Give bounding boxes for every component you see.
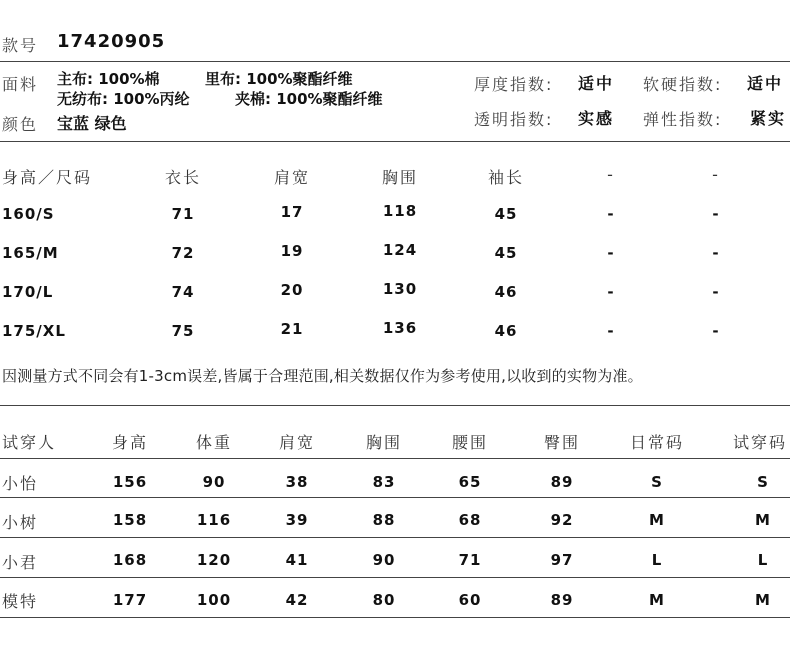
size-row-label: 170/L [2, 283, 54, 301]
style-number-label: 款号 [2, 36, 39, 55]
size-cell: 45 [494, 244, 518, 262]
model-cell: 80 [372, 591, 396, 609]
size-header-extra-2: - [712, 165, 720, 184]
model-cell: L [757, 551, 769, 569]
model-header-shoulder: 肩宽 [278, 433, 316, 452]
size-cell: 74 [171, 283, 195, 301]
model-cell: M [649, 511, 665, 529]
model-cell: S [651, 473, 663, 491]
model-header-wearer: 试穿人 [2, 433, 57, 452]
model-cell: 89 [550, 473, 574, 491]
size-cell: 46 [494, 322, 518, 340]
colors: 宝蓝 绿色 [57, 114, 127, 133]
model-row-divider [0, 458, 790, 459]
size-cell: - [712, 322, 720, 340]
model-cell: 60 [458, 591, 482, 609]
size-cell: 20 [280, 281, 304, 299]
transparency-value: 实感 [578, 109, 615, 128]
model-cell: 92 [550, 511, 574, 529]
size-cell: 118 [382, 202, 418, 220]
size-row-label: 175/XL [2, 322, 66, 340]
model-row-divider [0, 537, 790, 538]
model-header-try-size: 试穿码 [732, 433, 788, 452]
model-header-daily-size: 日常码 [629, 433, 685, 452]
elasticity-value: 紧实 [750, 109, 787, 128]
model-cell: L [651, 551, 663, 569]
fabric-lining: 里布: 100%聚酯纤维 [205, 70, 353, 88]
size-cell: 17 [280, 203, 304, 221]
size-header-extra-1: - [607, 165, 615, 184]
style-number: 17420905 [57, 31, 166, 52]
fabric-main: 主布: 100%棉 [57, 70, 160, 88]
size-cell: 19 [280, 242, 304, 260]
model-cell: M [649, 591, 665, 609]
size-cell: - [607, 322, 615, 340]
model-row-divider [0, 577, 790, 578]
model-cell: 168 [112, 551, 148, 569]
model-header-chest: 胸围 [365, 433, 403, 452]
size-cell: - [607, 205, 615, 223]
model-header-hip: 臀围 [543, 433, 581, 452]
model-cell: 89 [550, 591, 574, 609]
softness-value: 适中 [747, 74, 784, 93]
model-cell: 88 [372, 511, 396, 529]
model-cell: S [757, 473, 769, 491]
size-cell: - [712, 244, 720, 262]
fabric-nonwoven: 无纺布: 100%丙纶 [57, 90, 190, 108]
fabric-padding: 夹棉: 100%聚酯纤维 [235, 90, 383, 108]
model-cell: 83 [372, 473, 396, 491]
thickness-label: 厚度指数: [474, 75, 554, 94]
model-cell: M [755, 511, 771, 529]
size-header-height-size: 身高／尺码 [2, 168, 93, 187]
model-header-height: 身高 [111, 433, 149, 452]
size-cell: 124 [382, 241, 418, 259]
model-cell: 38 [285, 473, 309, 491]
size-header-chest: 胸围 [381, 168, 419, 187]
size-header-shoulder: 肩宽 [273, 168, 311, 187]
size-header-sleeve: 袖长 [487, 168, 525, 187]
model-cell: 177 [112, 591, 148, 609]
size-cell: 130 [382, 280, 418, 298]
model-cell: 39 [285, 511, 309, 529]
model-cell: 65 [458, 473, 482, 491]
size-cell: - [607, 244, 615, 262]
model-cell: 120 [196, 551, 232, 569]
model-row-name: 小怡 [2, 474, 39, 493]
size-cell: 75 [171, 322, 195, 340]
model-cell: 71 [458, 551, 482, 569]
softness-label: 软硬指数: [643, 75, 723, 94]
size-cell: - [607, 283, 615, 301]
size-cell: - [712, 283, 720, 301]
size-header-length: 衣长 [164, 168, 202, 187]
model-cell: 100 [196, 591, 232, 609]
measurement-note: 因测量方式不同会有1-3cm误差,皆属于合理范围,相关数据仅作为参考使用,以收到的实物为准。 [2, 367, 643, 385]
divider-header-bottom [0, 141, 790, 142]
size-cell: 71 [171, 205, 195, 223]
divider-top [0, 61, 790, 62]
fabric-label: 面料 [2, 75, 39, 94]
elasticity-label: 弹性指数: [643, 110, 723, 129]
model-row-name: 小君 [2, 553, 39, 572]
thickness-value: 适中 [578, 74, 615, 93]
model-row-divider [0, 617, 790, 618]
size-row-label: 165/M [2, 244, 59, 262]
color-label: 颜色 [2, 115, 39, 134]
model-cell: 158 [112, 511, 148, 529]
model-header-weight: 体重 [195, 433, 233, 452]
model-cell: 116 [196, 511, 232, 529]
transparency-label: 透明指数: [474, 110, 554, 129]
model-cell: 90 [372, 551, 396, 569]
size-cell: 46 [494, 283, 518, 301]
size-cell: 72 [171, 244, 195, 262]
model-cell: M [755, 591, 771, 609]
size-cell: - [712, 205, 720, 223]
divider-model-top [0, 405, 790, 406]
model-cell: 156 [112, 473, 148, 491]
size-cell: 136 [382, 319, 418, 337]
model-header-waist: 腰围 [451, 433, 489, 452]
model-cell: 90 [202, 473, 226, 491]
model-row-name: 模特 [2, 592, 39, 611]
model-row-name: 小树 [2, 513, 39, 532]
size-row-label: 160/S [2, 205, 55, 223]
model-cell: 42 [285, 591, 309, 609]
size-cell: 21 [280, 320, 304, 338]
model-row-divider [0, 497, 790, 498]
size-cell: 45 [494, 205, 518, 223]
model-cell: 97 [550, 551, 574, 569]
model-cell: 68 [458, 511, 482, 529]
model-cell: 41 [285, 551, 309, 569]
